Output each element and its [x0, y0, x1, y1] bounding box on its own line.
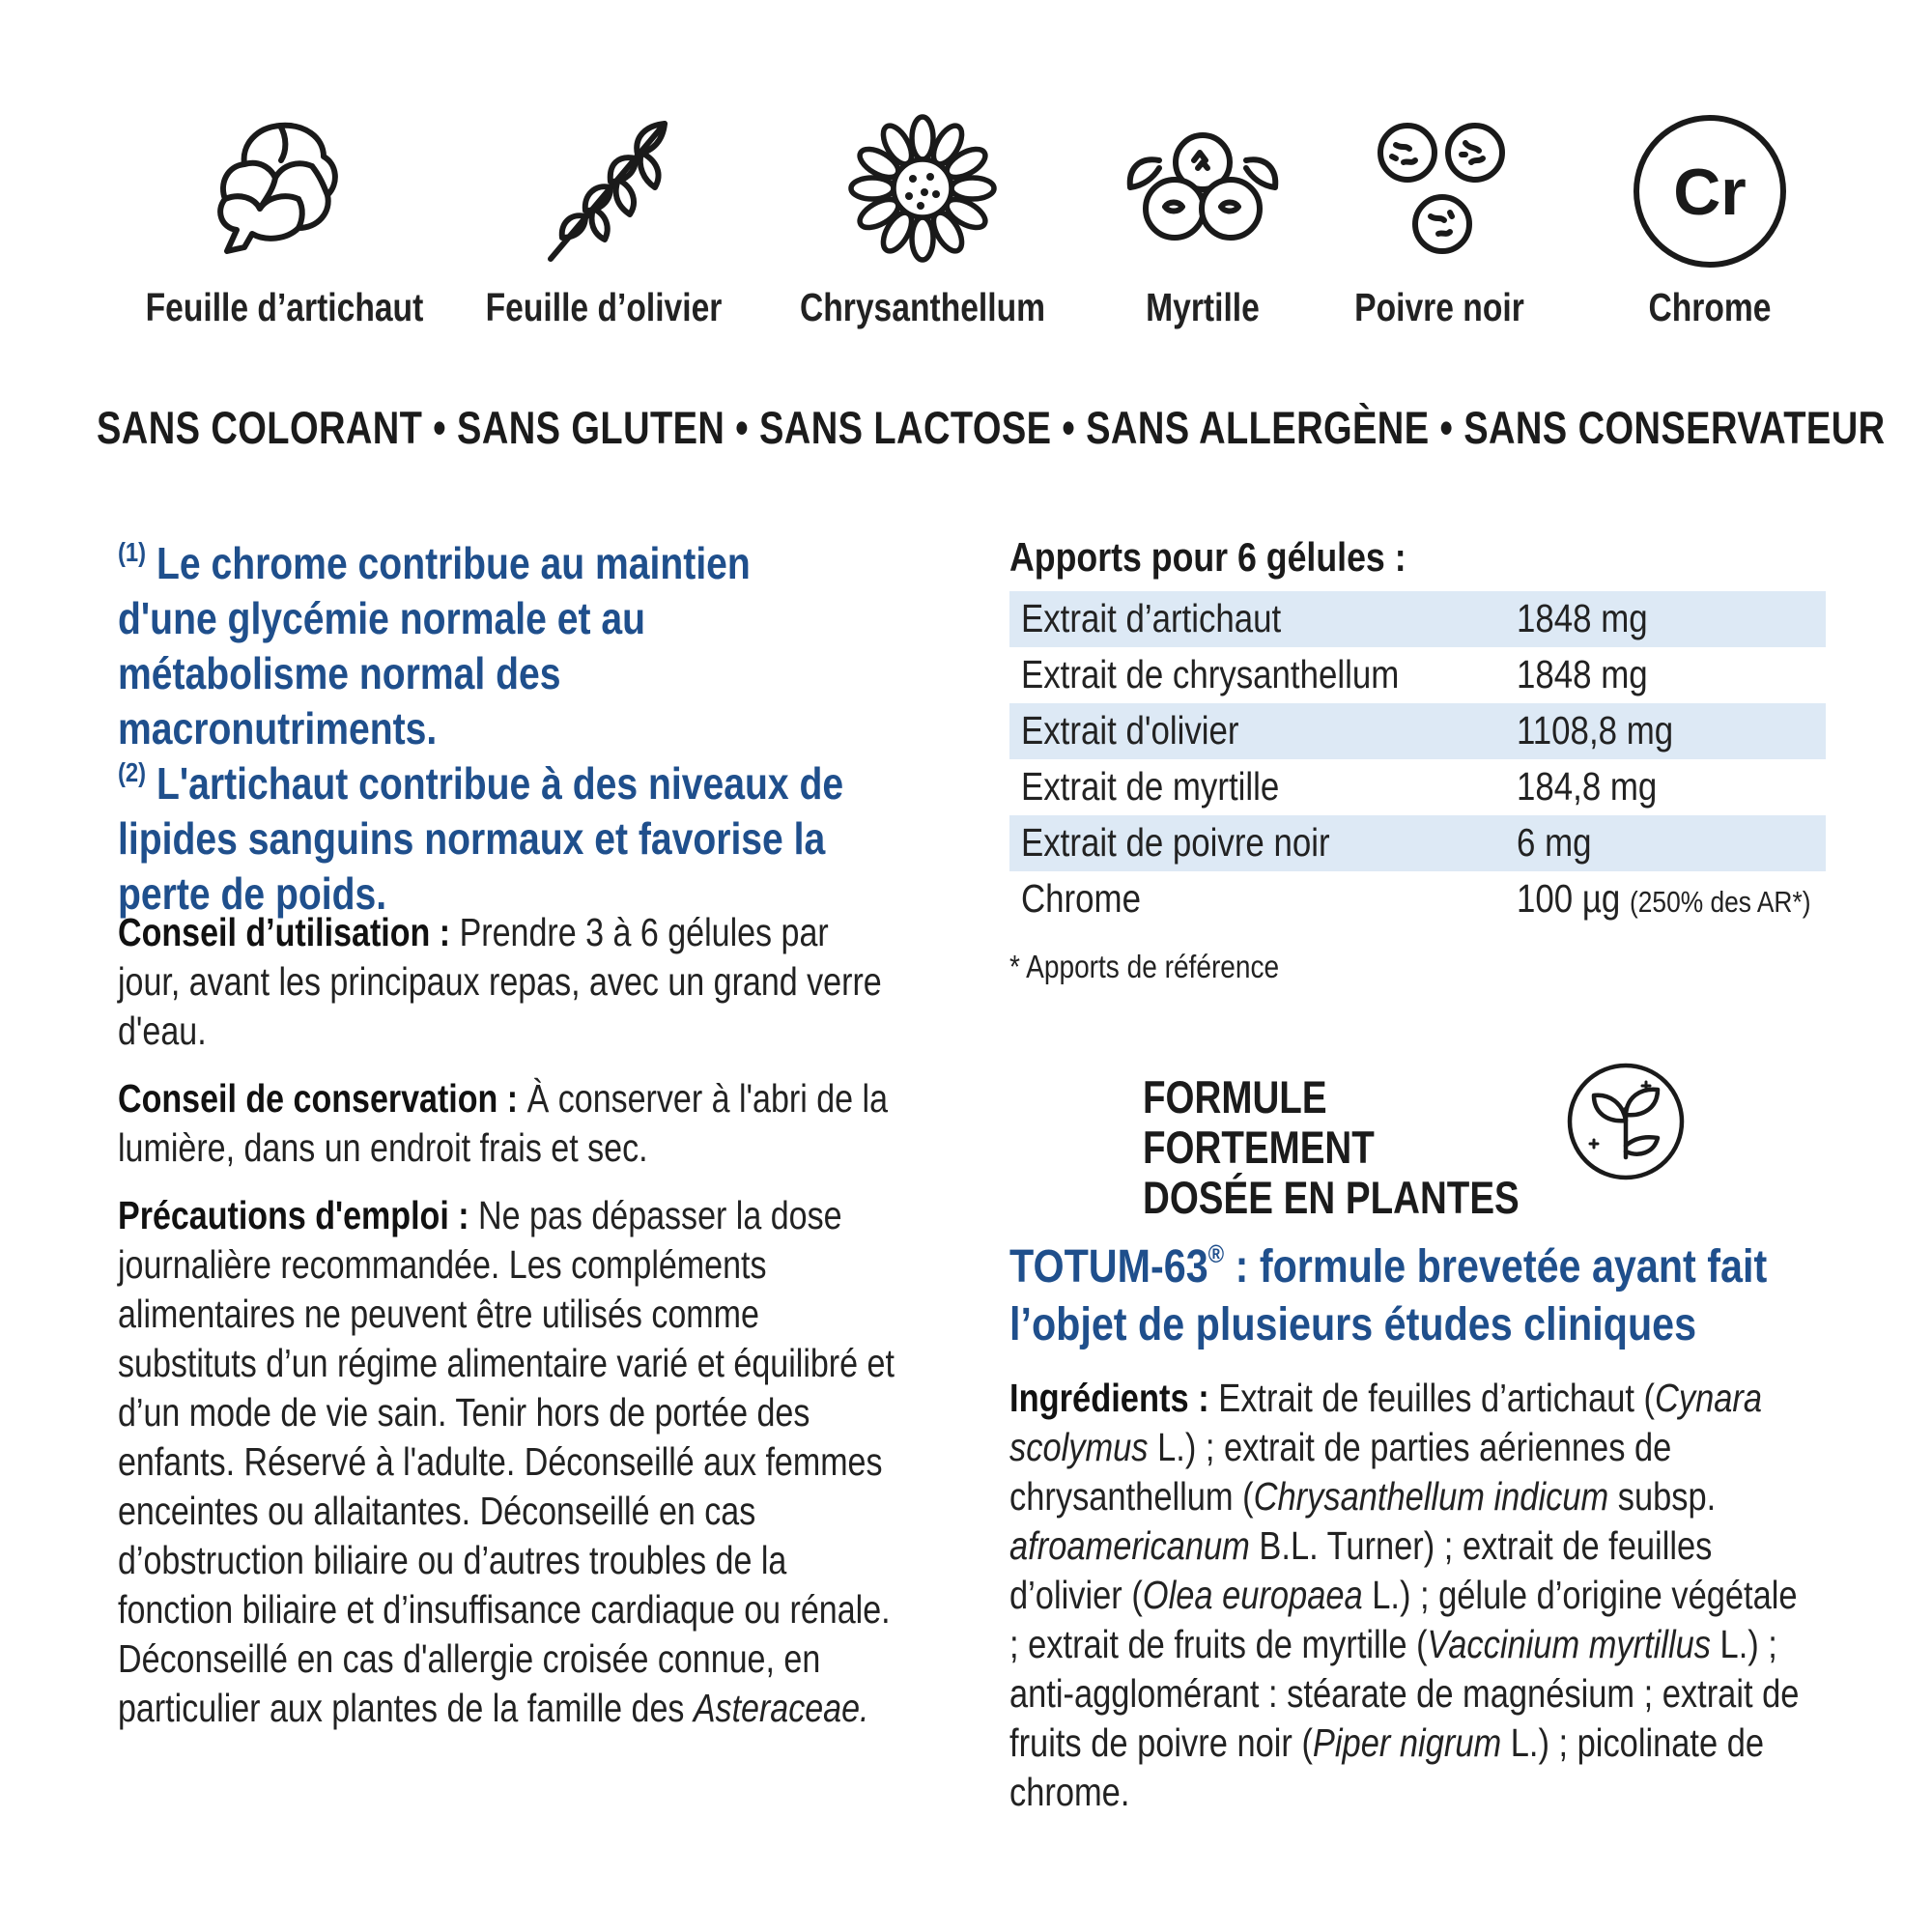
- latin-name: Chrysanthellum indicum: [1253, 1474, 1609, 1519]
- registered-mark: ®: [1208, 1239, 1225, 1268]
- totum-heading: [1009, 1238, 1782, 1354]
- latin-name: afroamericanum: [1009, 1523, 1250, 1568]
- artichoke-icon: [198, 106, 362, 270]
- usage-advice: [118, 908, 895, 1056]
- ingredients-part: B.L. Turner) ; extrait de feuilles d’olivier (: [1009, 1523, 1713, 1617]
- element-symbol: Cr: [1673, 156, 1747, 229]
- icon-label: Myrtille: [1146, 285, 1260, 329]
- nutrient-amount: 6 mg: [1517, 820, 1592, 865]
- latin-name: Piper nigrum: [1312, 1720, 1502, 1765]
- amount-note: (250% des AR*): [1629, 885, 1811, 919]
- totum-text: : formule brevetée ayant fait l’objet de plusieurs études cliniques: [1009, 1241, 1768, 1350]
- free-from-banner: SANS COLORANT • SANS GLUTEN • SANS LACTOSE • SANS ALLERGÈNE • SANS CONSERVATEUR: [97, 402, 1886, 453]
- nutrient-name: Extrait d’artichaut: [1021, 596, 1282, 640]
- storage-label: Conseil de conservation :: [118, 1076, 519, 1121]
- table-row: [1009, 815, 1826, 871]
- precautions-text: Ne pas dépasser la dose journalière recommandée. Les compléments alimentaires ne peuvent être utilisés comme substituts d’un régime alimentaire varié et équilibré et d’un mode de vie sain. Tenir hors de portée des enfants. Réservé à l'adulte. Déconseillé aux femmes enceintes ou allaitantes. Déconseillé en cas d’obstruction biliaire ou d’autres troubles de la fonction biliaire et d’insuffisance cardiaque ou rénale. Déconseillé en cas d'allergie croisée connue, en particulier aux plantes de la famille des: [118, 1193, 895, 1730]
- formula-line-2: DOSÉE EN PLANTES: [1143, 1172, 1520, 1223]
- nutrient-name: Chrome: [1021, 876, 1141, 921]
- icon-label: Poivre noir: [1354, 285, 1524, 329]
- olive-branch-icon: [522, 106, 686, 270]
- table-row: [1009, 591, 1826, 647]
- ingredients-part: L.) ; picolinate de chrome.: [1009, 1720, 1765, 1814]
- nutrient-amount: 1848 mg: [1517, 596, 1648, 640]
- table-row: [1009, 647, 1826, 703]
- precautions-label: Précautions d'emploi :: [118, 1193, 469, 1237]
- latin-name: Olea europaea: [1142, 1573, 1363, 1617]
- icon-label: Chrysanthellum: [799, 285, 1046, 329]
- ingredients-part: L.) ; anti-agglomérant : stéarate de magnésium ; extrait de fruits de poivre noir (: [1009, 1622, 1800, 1765]
- claim-2-mark: (2): [118, 757, 147, 787]
- nutrient-name: Extrait d'olivier: [1021, 708, 1239, 753]
- icon-label: Feuille d’artichaut: [145, 285, 424, 329]
- ingredients-part: L.) ; gélule d’origine végétale ; extrait de fruits de myrtille (: [1009, 1573, 1798, 1666]
- peppercorn-icon: [1357, 106, 1521, 270]
- table-row: [1009, 703, 1826, 759]
- nutrient-amount: 1848 mg: [1517, 652, 1648, 696]
- formula-line-1: FORMULE FORTEMENT: [1143, 1071, 1375, 1173]
- amount-value: 100 µg: [1517, 876, 1621, 921]
- nutrition-table: [1009, 591, 1826, 927]
- icon-item-chrome: [1546, 106, 1874, 329]
- icon-item-chrysanthellum: [758, 106, 1087, 329]
- latin-name: Cynara scolymus: [1009, 1376, 1763, 1469]
- ingredients-list: [1009, 1374, 1808, 1817]
- nutrient-name: Extrait de myrtille: [1021, 764, 1280, 809]
- table-row: [1009, 871, 1826, 927]
- icon-item-olive: [440, 106, 768, 329]
- nutrient-amount: [1517, 876, 1810, 922]
- health-claims: [118, 536, 857, 922]
- precautions-family: Asteraceae.: [693, 1686, 869, 1730]
- claim-2-text: L'artichaut contribue à des niveaux de lipides sanguins normaux et favorise la perte de poids.: [118, 758, 844, 919]
- icon-item-artichoke: [116, 106, 444, 329]
- blueberry-icon: [1121, 106, 1285, 270]
- usage-label: Conseil d’utilisation :: [118, 910, 451, 954]
- latin-name: Vaccinium myrtillus: [1427, 1622, 1711, 1666]
- storage-advice: [118, 1074, 895, 1173]
- icon-label: Feuille d’olivier: [485, 285, 723, 329]
- ingredients-part: subsp.: [1608, 1474, 1717, 1519]
- plant-leaf-icon: [1565, 1061, 1687, 1182]
- ingredients-part: Extrait de feuilles d’artichaut (: [1208, 1376, 1655, 1420]
- table-row: [1009, 759, 1826, 815]
- icon-label: Chrome: [1648, 285, 1772, 329]
- nutrition-title: Apports pour 6 gélules :: [1009, 534, 1406, 580]
- nutrient-name: Extrait de poivre noir: [1021, 820, 1330, 865]
- ingredients-part: L.) ; extrait de parties aériennes de chrysanthellum (: [1009, 1425, 1672, 1519]
- chromium-element-icon: [1628, 106, 1792, 270]
- ingredient-icons-row: [0, 106, 1932, 348]
- claim-1-mark: (1): [118, 537, 147, 567]
- nutrient-amount: 184,8 mg: [1517, 764, 1658, 809]
- claim-1-text: Le chrome contribue au maintien d'une glycémie normale et au métabolisme normal des macronutriments.: [118, 538, 751, 753]
- precautions: [118, 1191, 895, 1733]
- ingredients-label: Ingrédients :: [1009, 1376, 1209, 1420]
- totum-name: TOTUM-63: [1009, 1241, 1208, 1293]
- nutrient-amount: 1108,8 mg: [1517, 708, 1674, 753]
- usage-text: Prendre 3 à 6 gélules par jour, avant les principaux repas, avec un grand verre d'eau.: [118, 910, 882, 1053]
- reference-footnote: * Apports de référence: [1009, 949, 1280, 984]
- storage-text: À conserver à l'abri de la lumière, dans un endroit frais et sec.: [118, 1076, 889, 1170]
- flower-icon: [840, 106, 1005, 270]
- nutrient-name: Extrait de chrysanthellum: [1021, 652, 1400, 696]
- formula-badge-text: [1143, 1072, 1539, 1223]
